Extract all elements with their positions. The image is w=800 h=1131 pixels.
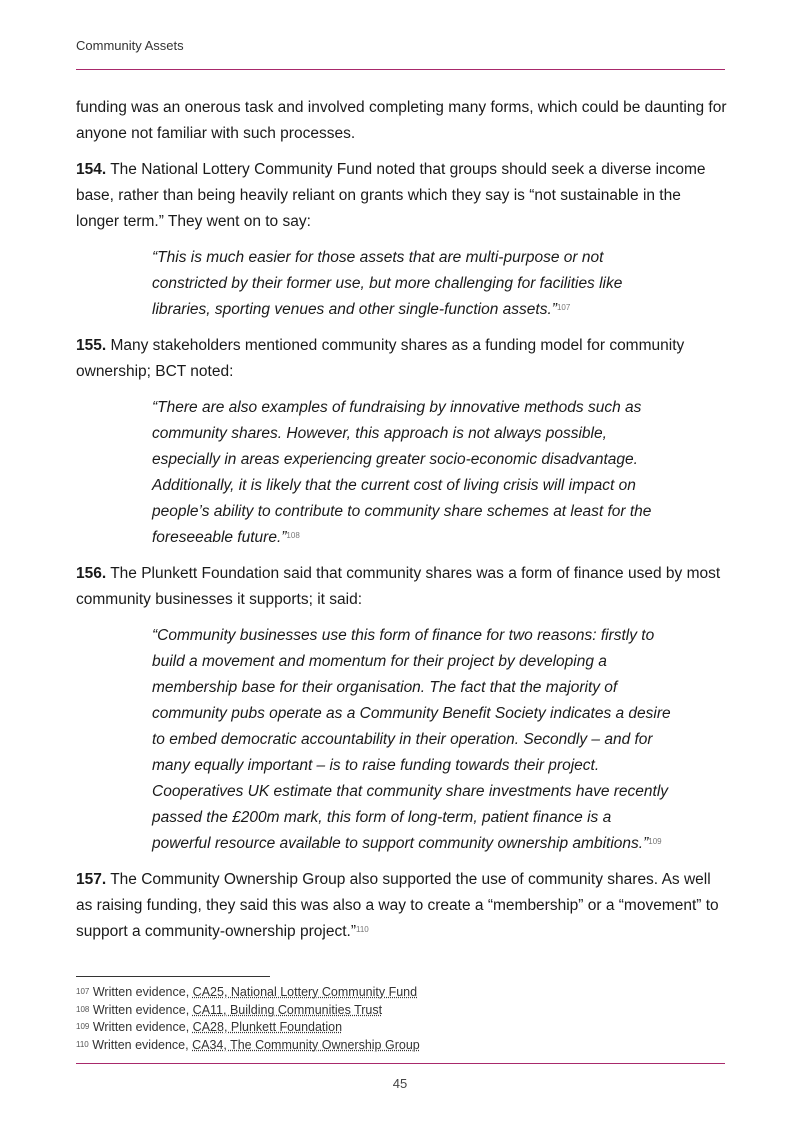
footnote-item [76, 1019, 716, 1037]
footnote-item [76, 1002, 716, 1020]
footnote-prefix: Written evidence, [92, 1020, 193, 1034]
footnote-divider [76, 976, 270, 977]
footnote-item [76, 984, 716, 1002]
paragraph-number: 154. [76, 161, 107, 178]
footnote-prefix: Written evidence, [92, 985, 193, 999]
paragraph-text: The Plunkett Foundation said that community shares was a form of finance used by most community businesses it supports; it said: [76, 565, 721, 608]
footnote-prefix: Written evidence, [92, 1037, 193, 1052]
quote-text: “This is much easier for those assets that are multi-purpose or not constricted by their former use, but more challenging for facilities like libraries, sporting venues and other single-function assets.” [152, 249, 623, 318]
footnote-link[interactable]: CA34, The Community Ownership Group [192, 1037, 420, 1052]
footnote-ref[interactable]: 110 [355, 925, 369, 934]
paragraph-154 [76, 157, 728, 235]
quote-block [152, 623, 672, 857]
page-number: 45 [392, 1076, 408, 1091]
footnote-link[interactable]: CA25, National Lottery Community Fund [192, 985, 418, 999]
body-content [76, 95, 728, 955]
paragraph-text: The National Lottery Community Fund noted that groups should seek a diverse income base, rather than being heavily reliant on grants which they say is “not sustainable in the longer term.” They went on to say: [76, 161, 706, 230]
paragraph-number: 155. [76, 337, 107, 354]
quote-text: “There are also examples of fundraising by innovative methods such as community shares. However, this approach is not always possible, especially in areas experiencing greater socio-economic disadvantage. Additionally, it is likely that the current cost of living crisis will impact on people’s ability to contribute to community share schemes at least for the foreseeable future.” [152, 399, 652, 546]
paragraph-number: 157. [76, 871, 107, 888]
footnote-ref[interactable]: 109 [648, 837, 662, 846]
footnotes [76, 984, 716, 1054]
footnote-link[interactable]: CA11, Building Communities Trust [192, 1002, 383, 1017]
paragraph-text: funding was an onerous task and involved completing many forms, which could be daunting for anyone not familiar with such processes. [76, 99, 727, 142]
paragraph-157 [76, 867, 728, 945]
paragraph-number: 156. [76, 565, 107, 582]
quote-text: “Community businesses use this form of finance for two reasons: firstly to build a movement and momentum for their project by developing a membership base for their organisation. The fact that the majority of community pubs operate as a Community Benefit Society indicates a desire to embed democratic accountability in their operation. Secondly – and for many equally important – is to raise funding towards their project. Cooperatives UK estimate that community share investments have recently passed the £200m mark, this form of long-term, patient finance is a powerful resource available to support community ownership ambitions.” [152, 627, 671, 852]
footnote-prefix: Written evidence, [92, 1002, 193, 1017]
header-divider [76, 69, 725, 70]
footnote-link[interactable]: CA28, Plunkett Foundation [192, 1020, 343, 1034]
footnote-item [76, 1037, 716, 1055]
footnote-ref[interactable]: 107 [556, 303, 571, 312]
footnote-ref[interactable]: 108 [286, 531, 300, 540]
footnote-number: 110 [76, 1039, 89, 1049]
paragraph-continuation [76, 95, 728, 147]
quote-block [152, 395, 672, 551]
footnote-number: 108 [76, 1004, 90, 1014]
footnote-number: 107 [76, 987, 90, 996]
paragraph-155 [76, 333, 728, 385]
paragraph-text: The Community Ownership Group also supported the use of community shares. As well as raising funding, they said this was also a way to create a “membership” or a “movement” to support a community-ownership project.” [76, 871, 719, 940]
paragraph-156 [76, 561, 728, 613]
footer-divider [76, 1063, 725, 1064]
paragraph-text: Many stakeholders mentioned community shares as a funding model for community ownership; BCT noted: [76, 337, 685, 380]
quote-block [152, 245, 672, 323]
running-header: Community Assets [76, 38, 184, 53]
footnote-number: 109 [76, 1022, 90, 1031]
